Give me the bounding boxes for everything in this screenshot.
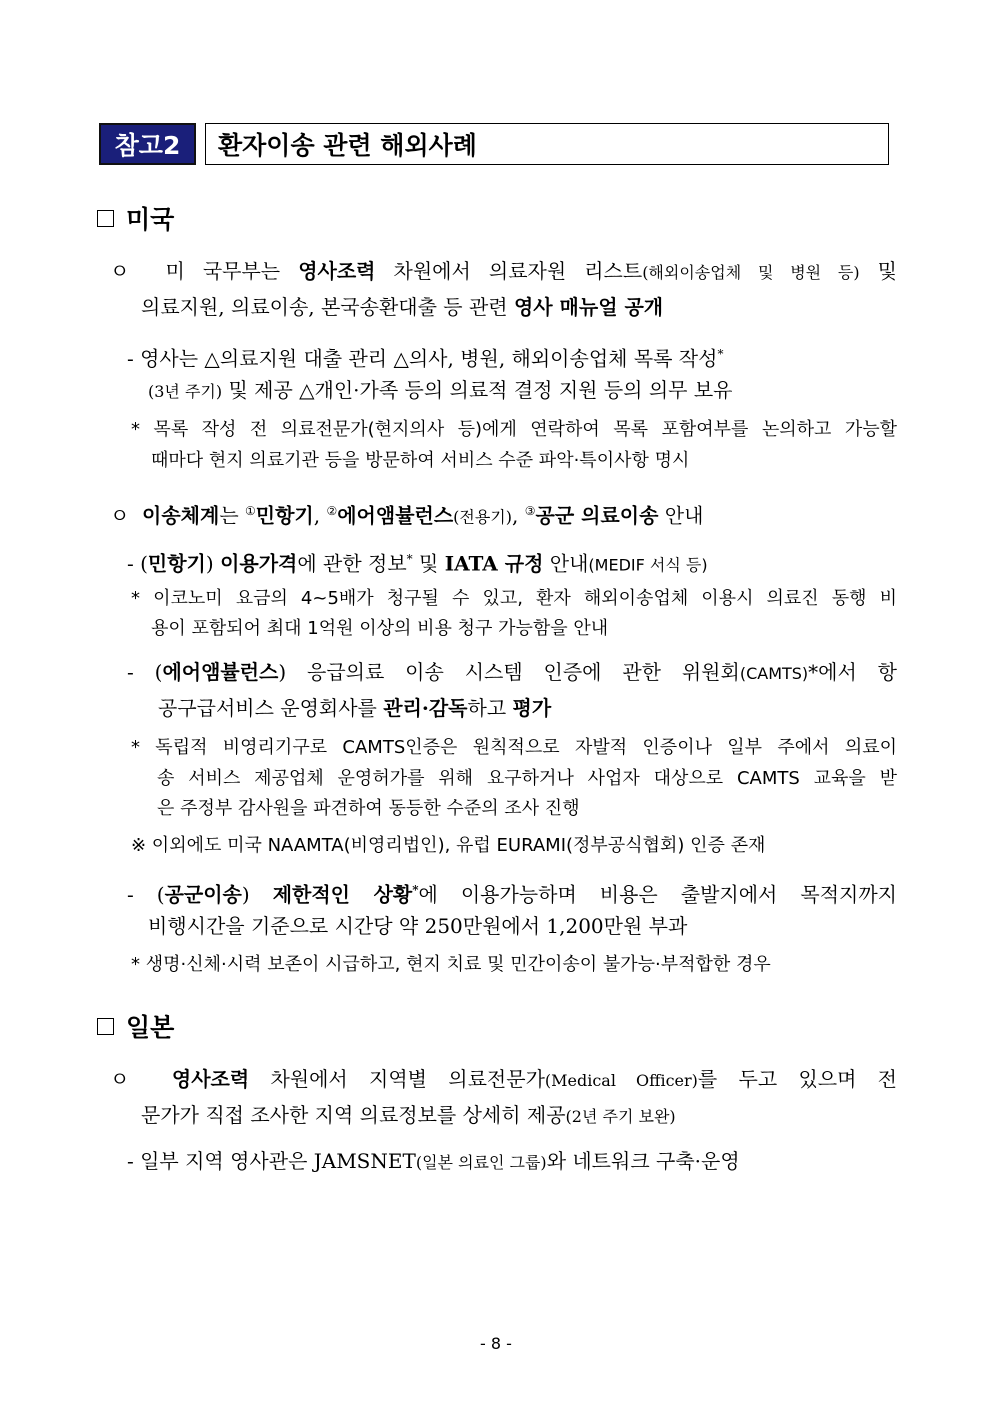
page-number: - 8 - bbox=[480, 1334, 512, 1353]
text: - 일부 지역 영사관은 JAMSNET bbox=[127, 1149, 416, 1173]
emphasis: 제한적인 상황 bbox=[272, 882, 413, 907]
text: 안내 bbox=[543, 551, 589, 576]
bullet: ㅇ bbox=[110, 1067, 130, 1091]
footnote-mark: * bbox=[412, 883, 419, 897]
emphasis: 이용가격 bbox=[220, 551, 298, 576]
text: 및 bbox=[859, 259, 897, 283]
text: - ( bbox=[127, 882, 165, 907]
section-title: 일본 bbox=[126, 1013, 175, 1042]
dash-item-usa-3-line2 bbox=[158, 694, 551, 722]
text: 는 bbox=[219, 503, 246, 528]
paragraph-usa-1-line2 bbox=[141, 293, 663, 321]
reference-tag: 참고2 bbox=[99, 123, 196, 165]
text: 미 국무부는 bbox=[165, 259, 299, 283]
emphasis: 관리·감독 bbox=[383, 696, 468, 720]
small-text: (Medical Officer) bbox=[544, 1071, 698, 1090]
text: ) 응급의료 이송 시스템 인증에 관한 위원회 bbox=[278, 660, 740, 684]
small-text: (3년 주기) bbox=[148, 382, 223, 401]
text: , bbox=[512, 503, 525, 528]
dash-item-japan-1 bbox=[127, 1147, 740, 1177]
paragraph-japan-1-line1 bbox=[110, 1065, 897, 1095]
dash-item-usa-4-line1 bbox=[127, 876, 897, 909]
text: *에서 항 bbox=[808, 660, 898, 684]
text: 차원에서 지역별 의료전문가 bbox=[249, 1067, 545, 1091]
paragraph-japan-1-line2 bbox=[141, 1101, 676, 1131]
note-usa-2-line2: 용이 포함되어 최대 1억원 이상의 비용 청구 가능함을 안내 bbox=[151, 618, 609, 639]
emphasis: 이송체계 bbox=[142, 503, 220, 528]
text: 에 이용가능하며 비용은 출발지에서 목적지까지 bbox=[418, 882, 897, 907]
emphasis: 민항기 bbox=[147, 551, 206, 576]
text: ) bbox=[205, 551, 221, 576]
emphasis: 에어앰뷸런스 bbox=[162, 660, 279, 684]
circled-number: ③ bbox=[524, 504, 536, 518]
small-text: (일본 의료인 그룹) bbox=[415, 1153, 547, 1172]
text: 를 두고 있으며 전 bbox=[697, 1067, 898, 1091]
bullet: ㅇ bbox=[110, 503, 130, 528]
note-usa-5: * 생명·신체·시력 보존이 시급하고, 현지 치료 및 민간이송이 불가능·부적합한 경우 bbox=[131, 954, 771, 975]
small-text: (CAMTS) bbox=[739, 664, 809, 683]
text: 공구급서비스 운영회사를 bbox=[158, 696, 384, 720]
footnote-mark: * bbox=[406, 552, 413, 566]
small-text: (전용기) bbox=[453, 507, 513, 527]
note-usa-1-line1: * 목록 작성 전 의료전문가(현지의사 등)에게 연락하여 목록 포함여부를 논의하고 가능할 bbox=[131, 419, 897, 440]
dash-item-usa-1-line1 bbox=[127, 340, 723, 373]
emphasis: 공군이송 bbox=[164, 882, 242, 907]
emphasis: 민항기 bbox=[255, 503, 314, 528]
emphasis: 평가 bbox=[512, 696, 552, 720]
bullet: ㅇ bbox=[110, 259, 130, 283]
section-heading-japan bbox=[97, 1008, 174, 1044]
circled-number: ② bbox=[326, 504, 338, 518]
note-usa-2-line1: * 이코노미 요금의 4~5배가 청구될 수 있고, 환자 해외이송업체 이용시 의료진 동행 비 bbox=[131, 588, 897, 609]
dash-item-usa-2 bbox=[127, 545, 708, 580]
emphasis: 영사 매뉴얼 공개 bbox=[513, 295, 664, 319]
text: 안내 bbox=[658, 503, 704, 528]
small-text: (해외이송업체 및 병원 등) bbox=[642, 263, 860, 282]
text: - ( bbox=[127, 660, 163, 684]
remark-usa: ※ 이외에도 미국 NAAMTA(비영리법인), 유럽 EURAMI(정부공식협회) 인증 존재 bbox=[131, 835, 766, 856]
text: 및 제공 △개인·가족 등의 의료적 결정 지원 등의 의무 보유 bbox=[222, 378, 733, 402]
checkbox-square-icon bbox=[97, 210, 114, 227]
small-text: (MEDIF 서식 등) bbox=[588, 555, 708, 575]
paragraph-usa-1-line1 bbox=[110, 257, 897, 287]
note-usa-3-line3: 은 주정부 감사원을 파견하여 동등한 수준의 조사 진행 bbox=[157, 798, 580, 819]
text: 차원에서 의료자원 리스트 bbox=[375, 259, 643, 283]
text: 의료지원, 의료이송, 본국송환대출 등 관련 bbox=[141, 295, 514, 319]
text: 하고 bbox=[467, 696, 513, 720]
text: - ( bbox=[127, 551, 148, 576]
small-text: (2년 주기 보완) bbox=[565, 1107, 676, 1126]
text: - 영사는 △의료지원 대출 관리 △의사, 병원, 해외이송업체 목록 작성 bbox=[127, 346, 718, 371]
text: 문가가 직접 조사한 지역 의료정보를 상세히 제공 bbox=[141, 1103, 566, 1127]
note-usa-3-line2: 송 서비스 제공업체 운영허가를 위해 요구하거나 사업자 대상으로 CAMTS 교육을 받 bbox=[157, 768, 897, 789]
footnote-mark: * bbox=[717, 347, 724, 361]
emphasis: 공군 의료이송 bbox=[535, 503, 659, 528]
dash-item-usa-4-line2: 비행시간을 기준으로 시간당 약 250만원에서 1,200만원 부과 bbox=[148, 914, 688, 938]
emphasis: IATA 규정 bbox=[444, 551, 544, 576]
note-usa-1-line2: 때마다 현지 의료기관 등을 방문하여 서비스 수준 파악·특이사항 명시 bbox=[151, 450, 690, 471]
text: 및 bbox=[412, 551, 445, 576]
circled-number: ① bbox=[245, 504, 256, 518]
section-heading-usa bbox=[97, 200, 174, 236]
page-title: 환자이송 관련 해외사례 bbox=[205, 123, 889, 165]
dash-item-usa-1-line2 bbox=[148, 376, 732, 406]
text: 와 네트워크 구축·운영 bbox=[546, 1149, 740, 1173]
paragraph-usa-2 bbox=[110, 497, 703, 532]
text: ) bbox=[241, 882, 273, 907]
dash-item-usa-3-line1 bbox=[127, 658, 897, 688]
text: 에 관한 정보 bbox=[297, 551, 407, 576]
emphasis: 영사조력 bbox=[171, 1067, 250, 1091]
title-block bbox=[99, 123, 477, 165]
section-title: 미국 bbox=[126, 205, 175, 234]
emphasis: 에어앰뷸런스 bbox=[337, 503, 454, 528]
note-usa-3-line1: * 독립적 비영리기구로 CAMTS인증은 원칙적으로 자발적 인증이나 일부 주에서 의료이 bbox=[131, 737, 897, 758]
emphasis: 영사조력 bbox=[298, 259, 376, 283]
checkbox-square-icon bbox=[97, 1018, 114, 1035]
text: , bbox=[313, 503, 327, 528]
